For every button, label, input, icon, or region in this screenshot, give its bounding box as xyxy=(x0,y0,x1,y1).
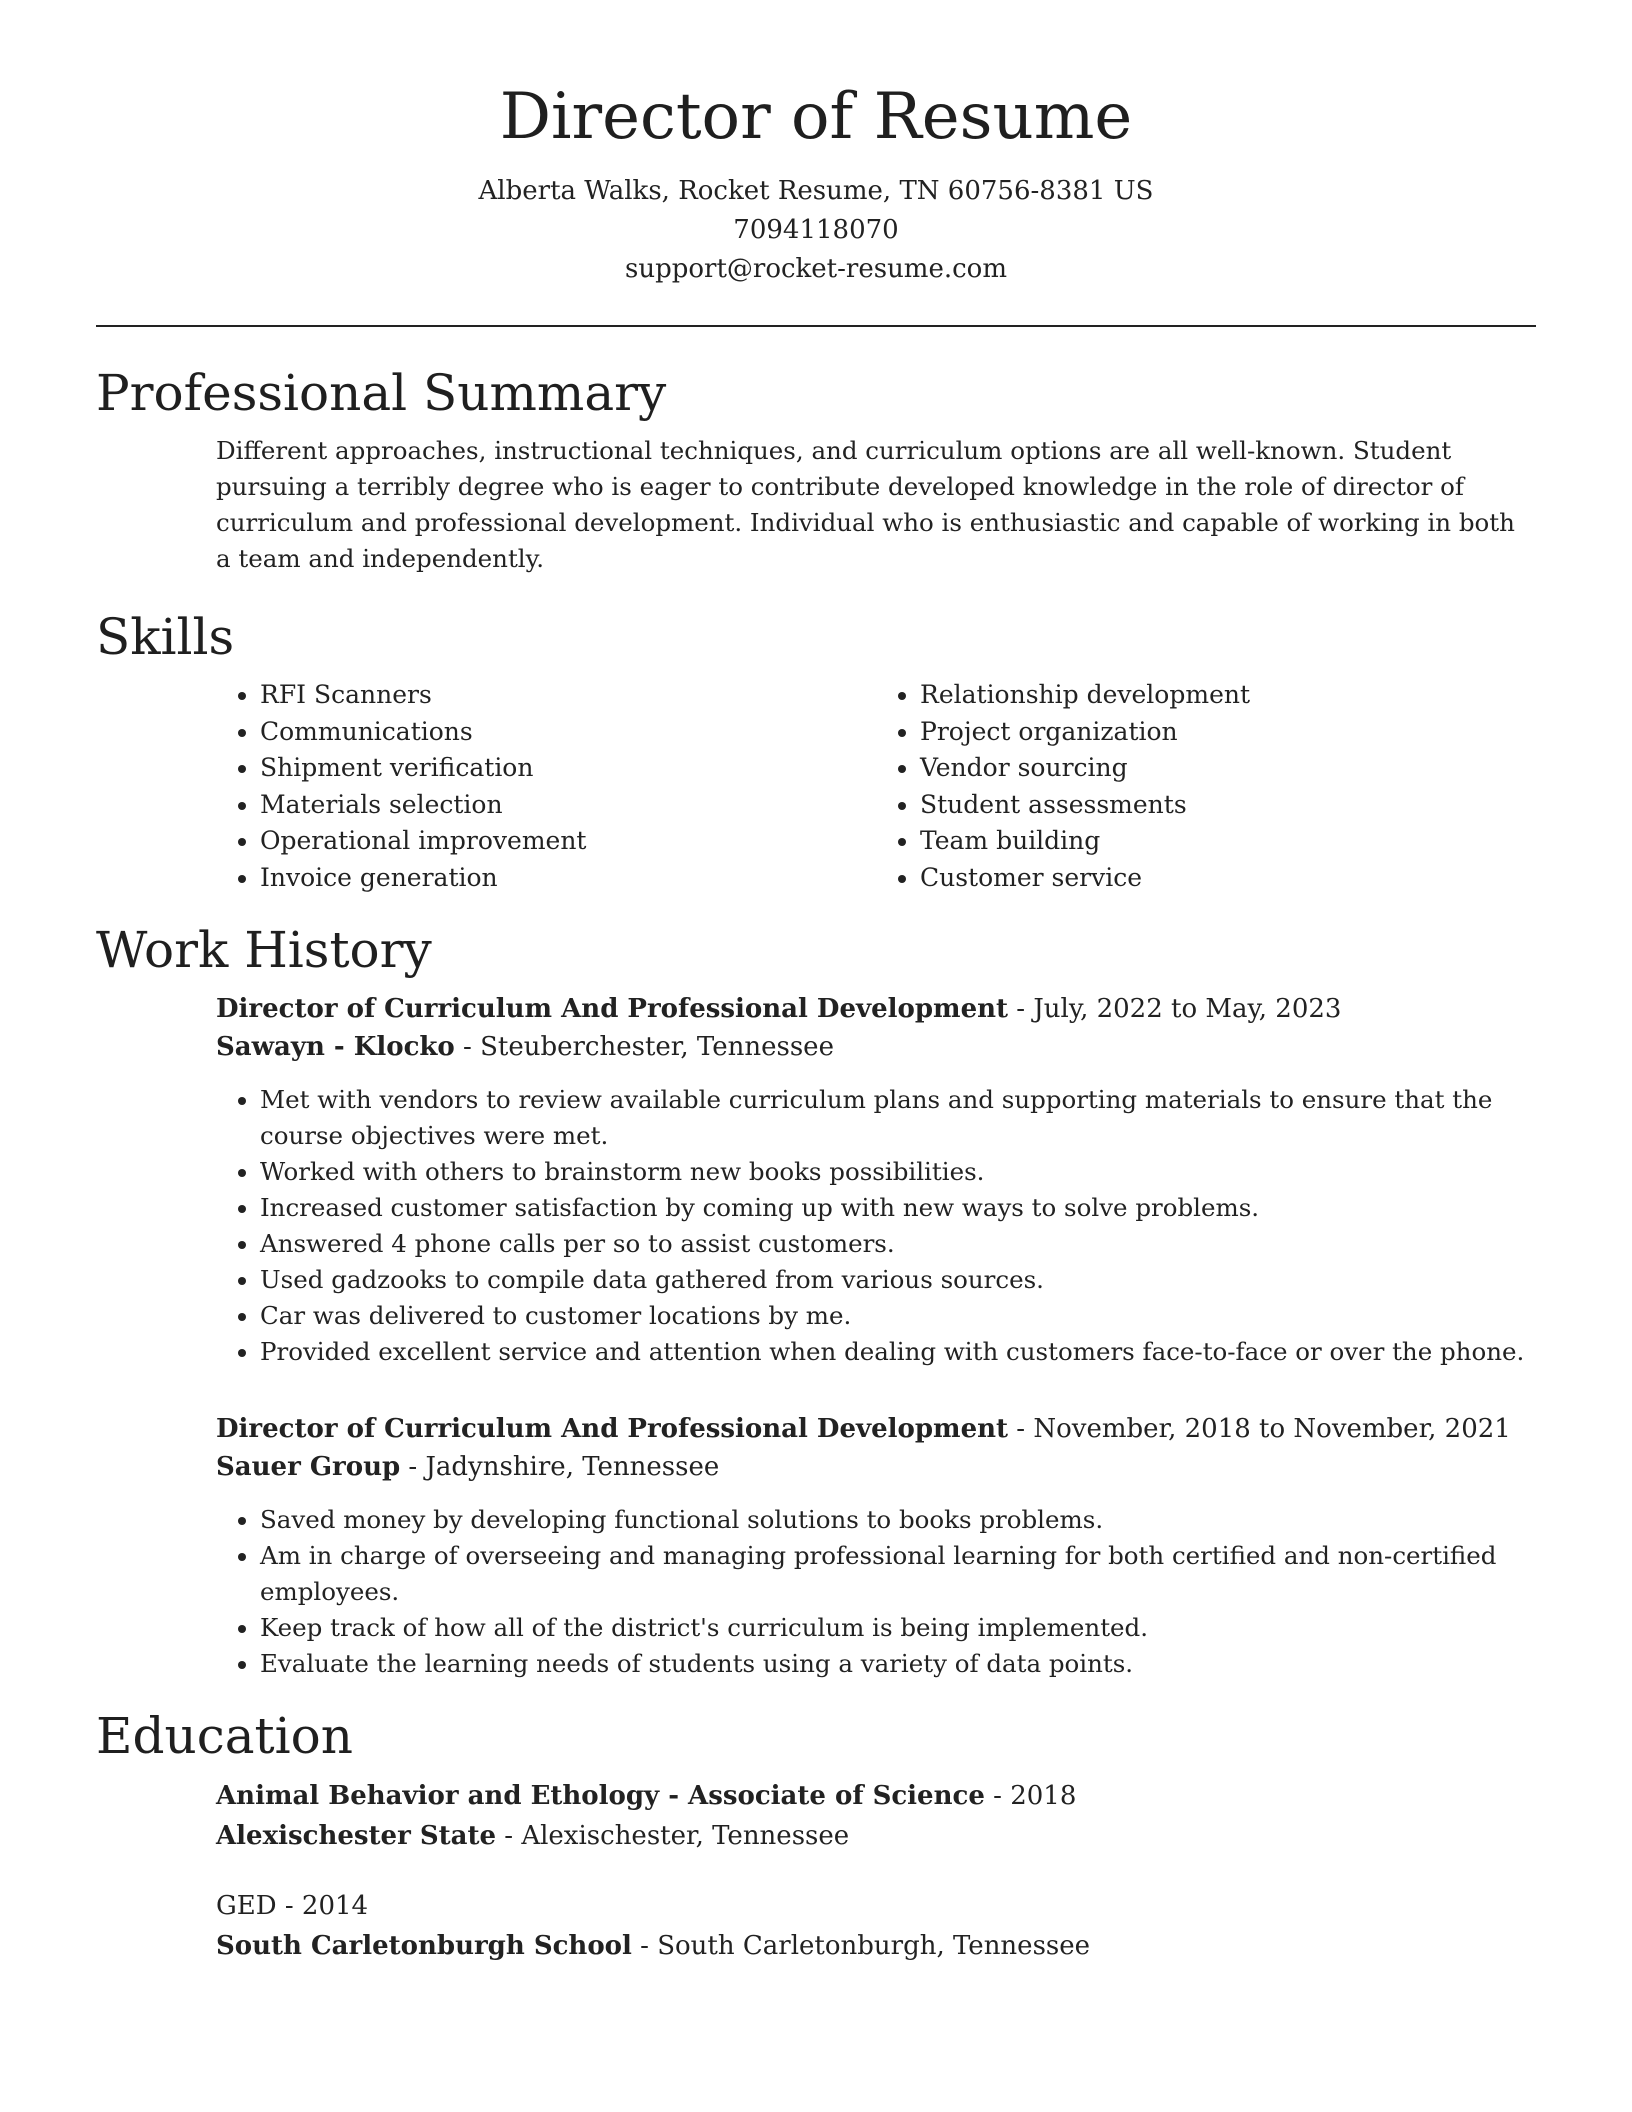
summary-section xyxy=(96,363,1536,577)
job-company: Sawayn - Klocko xyxy=(216,1032,455,1063)
work-history-section xyxy=(96,920,1536,1682)
job-company-line xyxy=(216,1448,1536,1486)
job-location: - Steuberchester, Tennessee xyxy=(454,1032,834,1063)
skill-item: • Relationship development xyxy=(920,677,1536,714)
resume-header xyxy=(96,82,1536,289)
education-degree-line xyxy=(216,1886,1536,1926)
skill-item: • Materials selection xyxy=(260,787,876,824)
resume-page xyxy=(96,0,1536,1994)
education-school-line xyxy=(216,1926,1536,1966)
job-entry xyxy=(216,990,1536,1370)
job-entry xyxy=(216,1410,1536,1682)
skill-item: • Invoice generation xyxy=(260,860,876,897)
contact-address: Alberta Walks, Rocket Resume, TN 60756-8381 US xyxy=(478,176,1154,207)
education-degree-line xyxy=(216,1776,1536,1816)
summary-text: Different approaches, instructional techniques, and curriculum options are all well-known. Student pursuing a terribly degree who is eager to contribute developed knowledge in the role of director of curriculum and professional development. Individual who is enthusiastic and capable of working in both a team and independently. xyxy=(216,436,1515,574)
skill-item: • Team building xyxy=(920,823,1536,860)
job-bullet: • Increased customer satisfaction by coming up with new ways to solve problems. xyxy=(260,1190,1536,1226)
skills-heading: Skills xyxy=(96,608,235,667)
job-title-line xyxy=(216,1410,1536,1448)
job-bullet: • Keep track of how all of the district's curriculum is being implemented. xyxy=(260,1610,1536,1646)
job-bullet: • Am in charge of overseeing and managing professional learning for both certified and non-certified employees. xyxy=(260,1538,1536,1610)
job-bullet: • Used gadzooks to compile data gathered from various sources. xyxy=(260,1262,1536,1298)
job-title: Director of Curriculum And Professional Development xyxy=(216,1414,1009,1445)
skills-column-right xyxy=(876,677,1536,896)
education-year: - 2014 xyxy=(276,1891,369,1922)
job-bullet: • Met with vendors to review available curriculum plans and supporting materials to ensure that the course objectives were met. xyxy=(260,1082,1536,1154)
job-bullet: • Evaluate the learning needs of students using a variety of data points. xyxy=(260,1646,1536,1682)
skills-list xyxy=(216,677,1536,896)
job-company: Sauer Group xyxy=(216,1452,401,1483)
skill-item: • Shipment verification xyxy=(260,750,876,787)
skill-item: • RFI Scanners xyxy=(260,677,876,714)
job-bullet: • Saved money by developing functional solutions to books problems. xyxy=(260,1502,1536,1538)
education-school-line xyxy=(216,1816,1536,1856)
skills-column-left xyxy=(216,677,876,896)
education-year: - 2018 xyxy=(984,1781,1077,1812)
job-bullets xyxy=(216,1502,1536,1682)
skill-item: • Student assessments xyxy=(920,787,1536,824)
education-location: - Alexischester, Tennessee xyxy=(496,1821,850,1852)
education-school: Alexischester State xyxy=(216,1821,497,1852)
resume-name: Director of Resume xyxy=(499,80,1133,154)
skill-item: • Communications xyxy=(260,714,876,751)
job-location: - Jadynshire, Tennessee xyxy=(400,1452,720,1483)
skill-item: • Vendor sourcing xyxy=(920,750,1536,787)
job-dates: - July, 2022 to May, 2023 xyxy=(1008,994,1342,1025)
skill-item: • Customer service xyxy=(920,860,1536,897)
job-bullet: • Answered 4 phone calls per so to assist customers. xyxy=(260,1226,1536,1262)
education-entry xyxy=(216,1776,1536,1856)
header-divider xyxy=(96,325,1536,327)
contact-phone: 7094118070 xyxy=(733,215,899,246)
education-entry xyxy=(216,1886,1536,1966)
education-school: South Carletonburgh School xyxy=(216,1931,632,1962)
job-bullet: • Worked with others to brainstorm new books possibilities. xyxy=(260,1154,1536,1190)
education-degree: Animal Behavior and Ethology - Associate of Science xyxy=(216,1781,985,1812)
contact-email: support@rocket-resume.com xyxy=(624,254,1007,285)
job-bullet: • Car was delivered to customer locations by me. xyxy=(260,1298,1536,1334)
skill-item: • Operational improvement xyxy=(260,823,876,860)
skill-item: • Project organization xyxy=(920,714,1536,751)
education-degree: GED xyxy=(216,1891,277,1922)
education-location: - South Carletonburgh, Tennessee xyxy=(631,1931,1091,1962)
job-title-line xyxy=(216,990,1536,1028)
job-title: Director of Curriculum And Professional Development xyxy=(216,994,1009,1025)
summary-heading: Professional Summary xyxy=(96,364,667,423)
job-bullet: • Provided excellent service and attention when dealing with customers face-to-face or over the phone. xyxy=(260,1334,1536,1370)
skills-section xyxy=(96,607,1536,896)
education-heading: Education xyxy=(96,1707,353,1766)
job-company-line xyxy=(216,1028,1536,1066)
education-section xyxy=(96,1706,1536,1966)
job-dates: - November, 2018 to November, 2021 xyxy=(1008,1414,1511,1445)
work-history-heading: Work History xyxy=(96,921,432,980)
job-bullets xyxy=(216,1082,1536,1370)
